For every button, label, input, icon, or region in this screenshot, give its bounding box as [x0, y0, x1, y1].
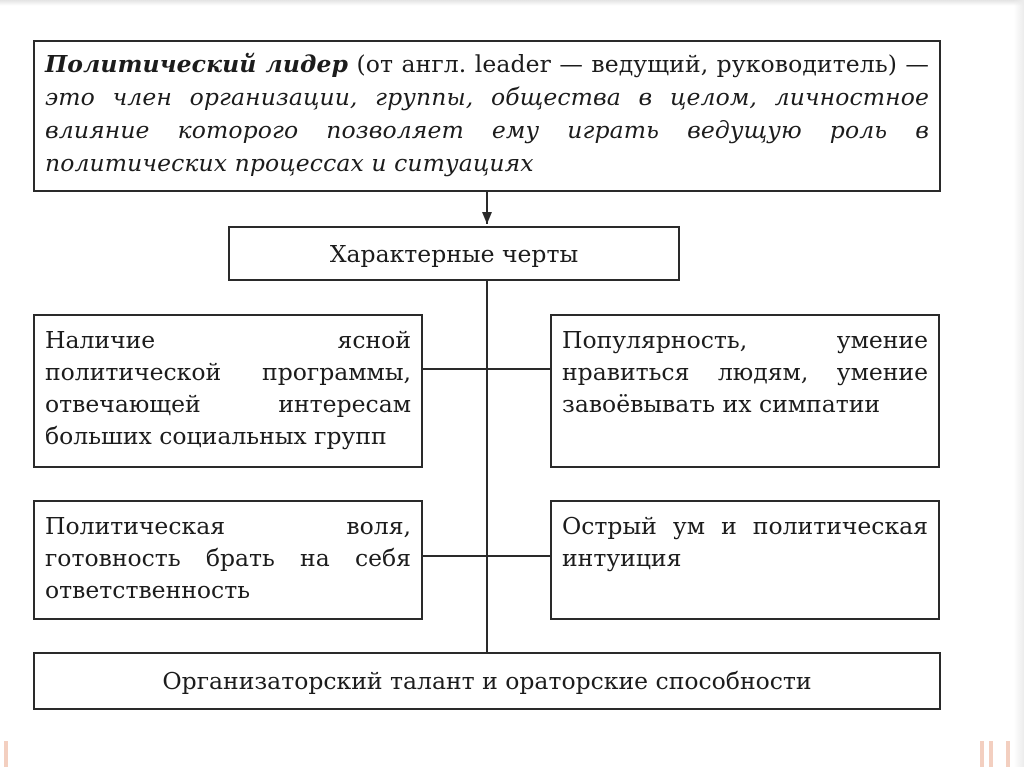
- definition-term: Политический лидер: [45, 50, 349, 78]
- traits-header: Характерные черты: [329, 239, 579, 268]
- traits-header-box: [228, 226, 680, 281]
- trait-oratory-box: [33, 652, 941, 710]
- trait-will-box: [33, 500, 423, 620]
- definition-box: [33, 40, 941, 192]
- trait-intuition-box: [550, 500, 940, 620]
- accent-bar-right-1: [980, 741, 984, 767]
- trait-popularity: Популярность, умение нравиться людям, умение завоёвывать их симпатии: [562, 326, 928, 418]
- trait-program-box: [33, 314, 423, 468]
- accent-bar-right-3: [1006, 741, 1010, 767]
- accent-bar-right-2: [989, 741, 993, 767]
- trait-oratory: Организаторский талант и ораторские способности: [162, 667, 812, 695]
- definition-body: это член организации, группы, общества в целом, личностное влияние которого позволяет ему играть ведущую роль в политических процессах и ситуациях: [45, 83, 929, 177]
- trait-popularity-box: [550, 314, 940, 468]
- trait-will: Политическая воля, готовность брать на себя ответственность: [45, 512, 411, 604]
- definition-etymology: (от англ. leader — ведущий, руководитель) —: [348, 50, 929, 78]
- trait-program: Наличие ясной политической программы, отвечающей интересам больших социальных групп: [45, 326, 411, 450]
- accent-bar-left: [4, 741, 8, 767]
- trait-intuition: Острый ум и политическая интуиция: [562, 512, 928, 572]
